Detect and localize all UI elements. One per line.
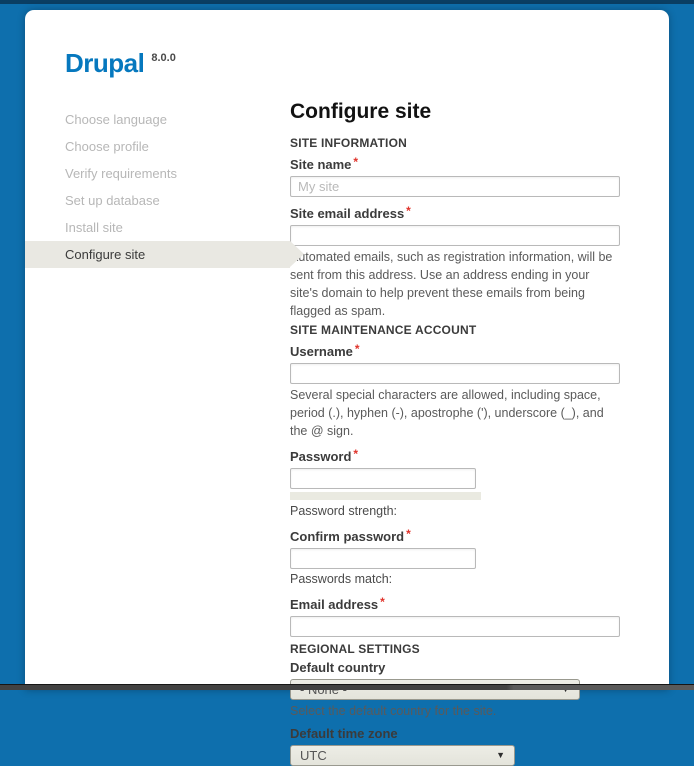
required-asterisk: *	[380, 595, 385, 609]
active-step-arrow-icon	[290, 241, 304, 267]
installer-steps-sidebar	[65, 106, 290, 268]
default-timezone-label: Default time zone	[290, 726, 398, 741]
step-label: Install site	[65, 220, 123, 235]
page-title: Configure site	[290, 100, 432, 123]
required-asterisk: *	[406, 204, 411, 218]
drupal-wordmark: Drupal	[65, 48, 145, 78]
default-timezone-select[interactable]	[290, 745, 515, 766]
required-asterisk: *	[406, 527, 411, 541]
confirm-password-input[interactable]	[290, 548, 476, 569]
username-help: Several special characters are allowed, including space, period (.), hyphen (-), apostrophe ('), underscore (_), and the @ sign.	[290, 388, 604, 438]
email-address-input[interactable]	[290, 616, 620, 637]
site-email-input[interactable]	[290, 225, 620, 246]
email-address-label: Email address *	[290, 595, 385, 612]
drupal-logo	[65, 44, 620, 82]
step-label: Choose profile	[65, 139, 149, 154]
password-strength-meter	[290, 492, 481, 500]
site-email-label: Site email address *	[290, 204, 411, 221]
password-label: Password *	[290, 447, 359, 464]
step-install-site	[65, 214, 290, 241]
step-label: Verify requirements	[65, 166, 177, 181]
site-name-input[interactable]	[290, 176, 620, 197]
confirm-password-label: Confirm password *	[290, 527, 411, 544]
passwords-match-label: Passwords match:	[290, 572, 393, 586]
installer-card	[25, 10, 669, 763]
drupal-version: 8.0.0	[151, 52, 176, 64]
password-input[interactable]	[290, 468, 476, 489]
default-country-help: Select the default country for the site.	[290, 704, 497, 718]
required-asterisk: *	[353, 447, 359, 461]
password-strength-label: Password strength:	[290, 504, 397, 518]
step-label: Configure site	[65, 247, 146, 262]
username-label: Username *	[290, 342, 360, 359]
section-regional-settings: REGIONAL SETTINGS	[290, 642, 420, 656]
step-set-up-database	[65, 187, 290, 214]
step-label: Choose language	[65, 112, 167, 127]
configure-site-form	[290, 101, 620, 766]
window-top-edge	[0, 0, 694, 4]
required-asterisk: *	[353, 155, 359, 169]
step-choose-profile	[65, 133, 290, 160]
site-name-label: Site name *	[290, 155, 359, 172]
username-input[interactable]	[290, 363, 620, 384]
site-email-help: Automated emails, such as registration information, will be sent from this address. Use an address ending in your site's domain to help prevent these emails from being flagged as spam.	[290, 250, 613, 318]
dropdown-arrow-icon: ▼	[496, 750, 505, 760]
step-choose-language	[65, 106, 290, 133]
taskbar-edge	[0, 684, 694, 690]
step-configure-site-active	[25, 241, 290, 268]
section-site-information: SITE INFORMATION	[290, 136, 407, 150]
section-maintenance-account: SITE MAINTENANCE ACCOUNT	[290, 323, 477, 337]
required-asterisk: *	[354, 342, 360, 356]
step-label: Set up database	[65, 193, 160, 208]
step-verify-requirements	[65, 160, 290, 187]
default-timezone-value: UTC	[300, 748, 327, 763]
default-country-label: Default country	[290, 660, 386, 675]
